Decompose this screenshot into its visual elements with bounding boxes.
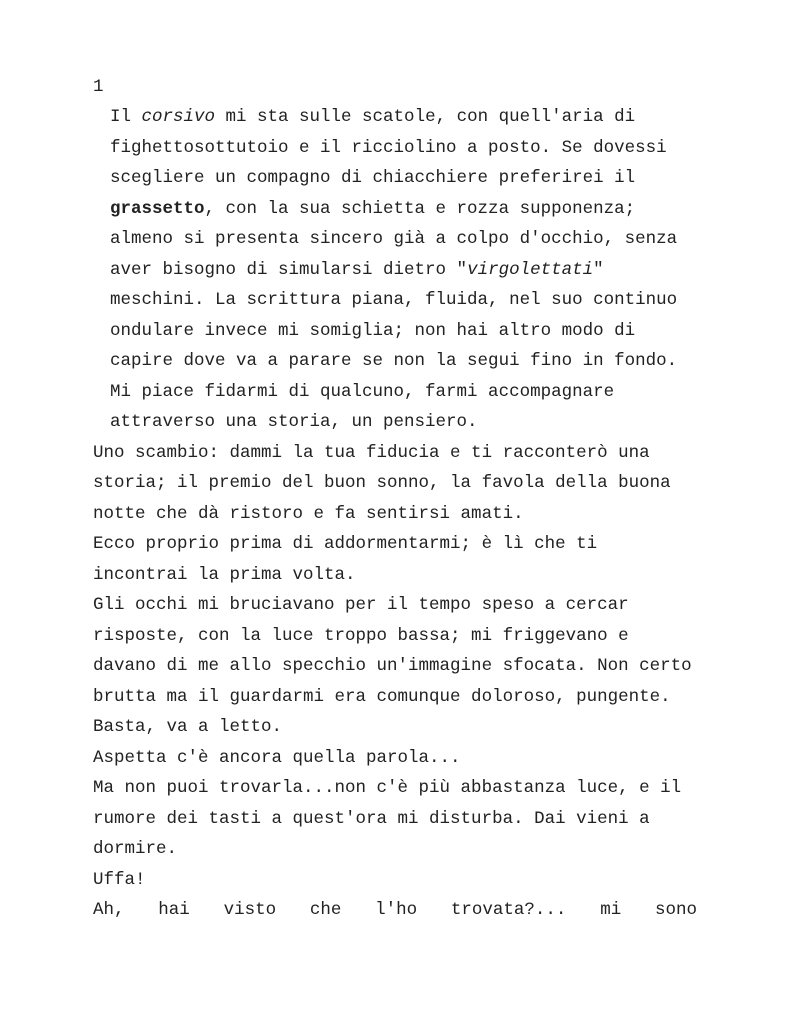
- paragraph-1-text-a: Il: [110, 107, 142, 127]
- paragraph-6: Aspetta c'è ancora quella parola...: [93, 747, 461, 768]
- paragraph-5: Basta, va a letto.: [93, 717, 283, 737]
- paragraph-4: Gli occhi mi bruciavano per il tempo speso a cercar risposte, con la luce troppo bassa; mi friggevano e davano di me allo specchio un'immagine sfocata. Non certo brutta ma il guardarmi era comunque doloroso, pungente.: [93, 595, 692, 707]
- paragraph-7: Ma non puoi trovarla...non c'è più abbastanza luce, e il rumore dei tasti a quest'ora mi disturba. Dai vieni a dormire.: [93, 778, 682, 859]
- paragraph-1-text-b: mi sta sulle scatole, con quell'aria di fighettosottutoio e il ricciolino a posto. Se dovessi scegliere un compagno di chiacchiere preferirei il: [110, 107, 667, 188]
- bold-word-grassetto: grassetto: [110, 198, 205, 219]
- paragraph-9: Ah, hai visto che l'ho trovata?... mi sono: [93, 900, 697, 920]
- page-number: 1: [93, 77, 104, 97]
- paragraph-1: [93, 102, 697, 438]
- italic-word-corsivo: corsivo: [141, 107, 216, 127]
- paragraph-2: Uno scambio: dammi la tua fiducia e ti racconterò una storia; il premio del buon sonno, la favola della buona notte che dà ristoro e fa sentirsi amati.: [93, 442, 671, 524]
- paragraph-3: Ecco proprio prima di addormentarmi; è lì che ti incontrai la prima volta.: [93, 534, 598, 585]
- paragraph-1-text-c: , con la sua schietta e rozza supponenza; almeno si presenta sincero già a colpo d'occhio, senza aver bisogno di simularsi dietro ": [110, 198, 678, 280]
- paragraph-1-text-d: " meschini. La scrittura piana, fluida, nel suo continuo ondulare invece mi somiglia; non hai altro modo di capire dove va a parare se non la segui fino in fondo. Mi piace fidarmi di qualcuno, farmi accompagnare attraverso una storia, un pensiero.: [110, 259, 678, 432]
- italic-word-virgolettati: virgolettati: [467, 259, 594, 280]
- paragraph-8: Uffa!: [93, 869, 146, 890]
- document-body: [93, 102, 697, 926]
